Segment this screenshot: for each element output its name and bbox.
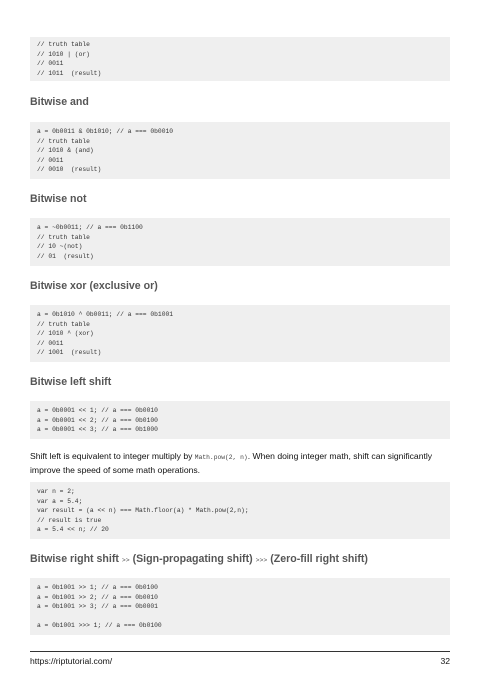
code-block-bitwise-and: [30, 122, 450, 179]
heading-bitwise-and: Bitwise and: [30, 96, 89, 108]
code-block-left-shift: [30, 401, 450, 439]
code-line: // 1010 | (or): [37, 50, 90, 58]
code-line: a = 0b1001 >> 3; // a === 0b0001: [37, 603, 158, 611]
heading-right-shift-text-c: (Zero-fill right shift): [267, 553, 368, 565]
paragraph-text-1: Shift left is equivalent to integer multiply by: [30, 451, 195, 461]
code-line: // 0011: [37, 339, 64, 347]
code-line: a = 0b1001 >> 2; // a === 0b0010: [37, 593, 158, 601]
code-block-multiply: [30, 482, 450, 539]
code-line: var a = 5.4;: [37, 497, 83, 505]
code-line: // truth table: [37, 137, 90, 145]
code-line: // 0010 (result): [37, 166, 102, 174]
code-line: a = ~0b0011; // a === 0b1100: [37, 224, 143, 231]
code-line: // 0011: [37, 60, 64, 68]
code-line: // 1001 (result): [37, 349, 102, 357]
code-line: var n = 2;: [37, 488, 75, 495]
code-line: // 01 (result): [37, 252, 94, 260]
code-line: // truth table: [37, 320, 90, 328]
code-block-right-shift: [30, 578, 450, 635]
code-block-bitwise-not: [30, 218, 450, 266]
heading-bitwise-right-shift: [30, 553, 368, 565]
paragraph-text-2: . When doing integer math, shift can significantly improve the speed of some math operations.: [30, 451, 433, 475]
code-line: var result = (a << n) === Math.floor(a) * Math.pow(2,n);: [37, 507, 249, 515]
code-line: a = 0b0011 & 0b1010; // a === 0b0010: [37, 128, 174, 135]
code-line: // 1010 & (and): [37, 147, 94, 155]
code-line: a = 0b1010 ^ 0b0011; // a === 0b1001: [37, 311, 174, 318]
code-line: // 10 ~(not): [37, 243, 83, 251]
heading-right-shift-text-a: Bitwise right shift: [30, 553, 122, 565]
heading-bitwise-left-shift: Bitwise left shift: [30, 376, 112, 388]
code-line: // 0011: [37, 156, 64, 164]
inline-code-zero-fill-operator: >>>: [255, 557, 268, 564]
code-block-or-truth-table: [30, 37, 450, 81]
heading-right-shift-text-b: (Sign-propagating shift): [129, 553, 256, 565]
heading-bitwise-not: Bitwise not: [30, 193, 87, 205]
inline-code-sign-shift-operator: >>: [121, 557, 130, 564]
footer-page-number: 32: [440, 656, 450, 666]
code-line: a = 5.4 << n; // 20: [37, 526, 109, 534]
code-line: a = 0b0001 << 3; // a === 0b1000: [37, 426, 158, 434]
code-block-bitwise-xor: [30, 305, 450, 362]
paragraph-shift-left-multiply: [30, 450, 450, 477]
inline-code-math-pow: Math.pow(2, n): [194, 454, 248, 461]
code-line: [37, 612, 450, 622]
heading-bitwise-xor: Bitwise xor (exclusive or): [30, 280, 158, 292]
code-line: // truth table: [37, 41, 90, 48]
code-line: // truth table: [37, 233, 90, 241]
code-line: // 1011 (result): [37, 69, 102, 77]
code-line: a = 0b1001 >>> 1; // a === 0b0100: [37, 622, 162, 630]
code-line: // result is true: [37, 516, 102, 524]
footer-divider: [30, 651, 450, 652]
footer-url-link[interactable]: https://riptutorial.com/: [30, 656, 113, 666]
code-line: a = 0b0001 << 1; // a === 0b0010: [37, 407, 158, 414]
code-line: a = 0b0001 << 2; // a === 0b0100: [37, 416, 158, 424]
code-line: // 1010 ^ (xor): [37, 330, 94, 338]
code-line: a = 0b1001 >> 1; // a === 0b0100: [37, 584, 158, 591]
